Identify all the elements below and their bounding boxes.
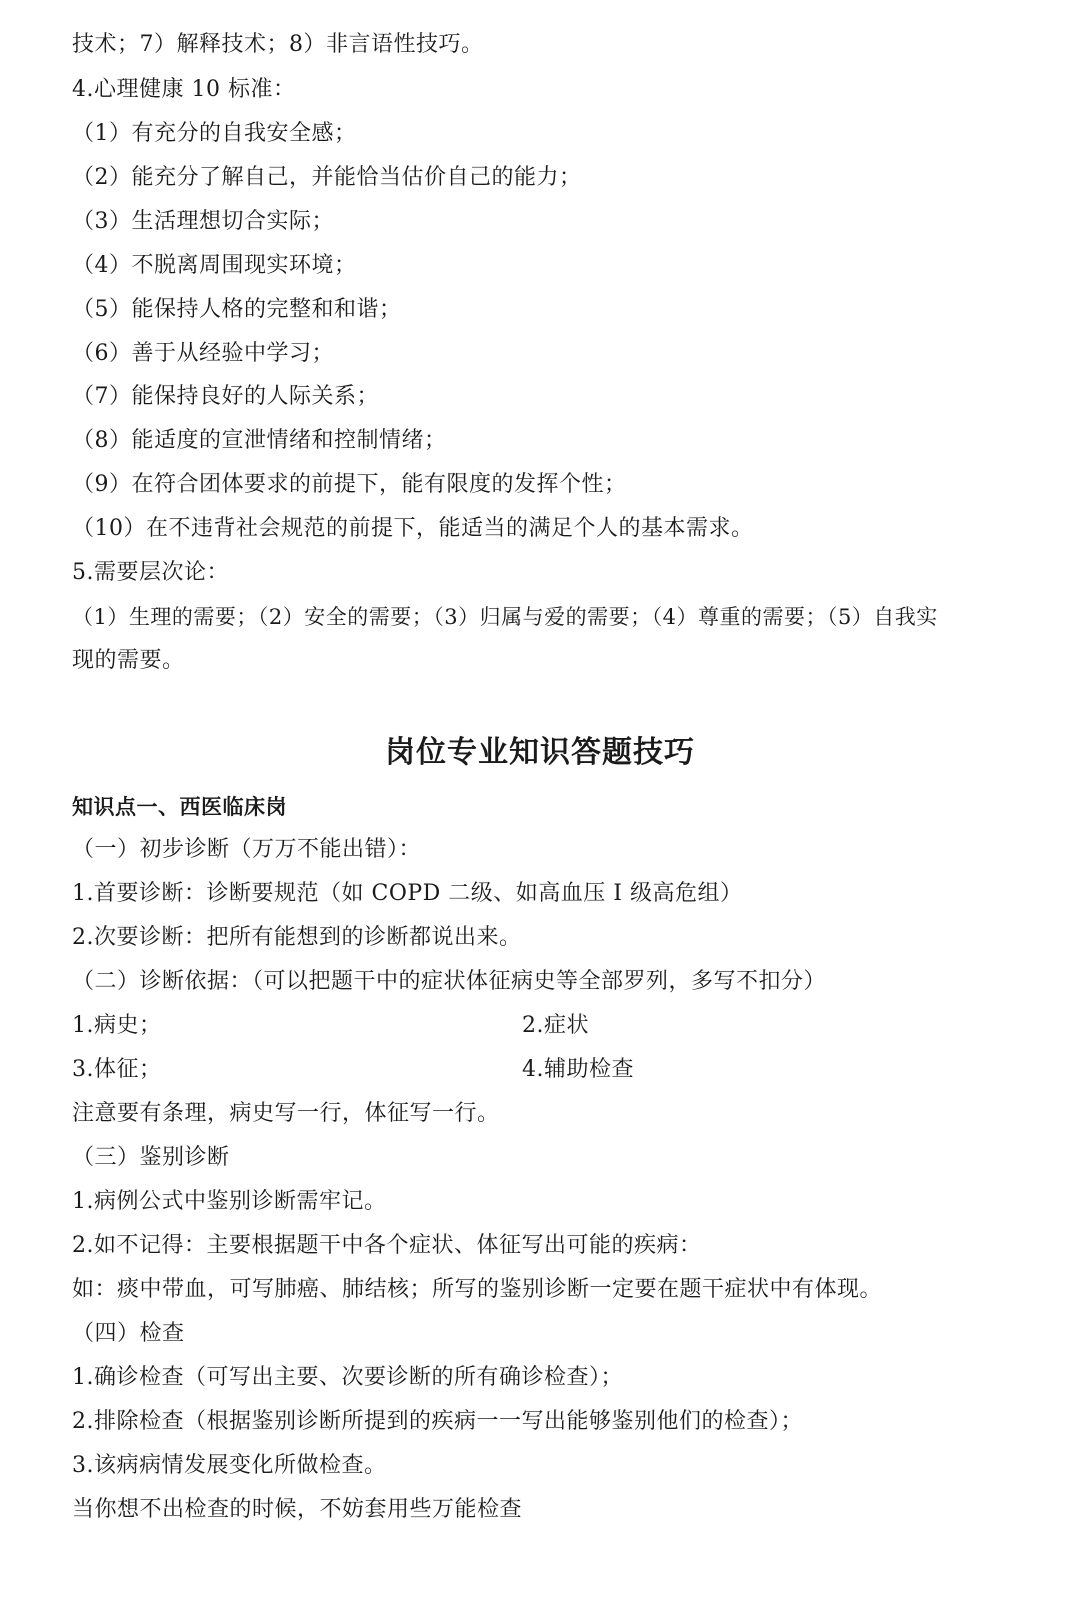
list-item: 1.确诊检查（可写出主要、次要诊断的所有确诊检查）； — [72, 1365, 623, 1390]
part-heading: （四）检查 — [72, 1321, 185, 1346]
needs-heading: 5.需要层次论： — [72, 560, 229, 585]
mental-health-item: （1）有充分的自我安全感； — [72, 121, 357, 146]
mental-health-item: （4）不脱离周围现实环境； — [72, 253, 357, 278]
note-text: 注意要有条理，病史写一行，体征写一行。 — [72, 1101, 500, 1126]
mental-health-item: （3）生活理想切合实际； — [72, 209, 334, 234]
intro-line: 技术；7）解释技术；8）非言语性技巧。 — [72, 32, 484, 57]
mental-health-heading: 4.心理健康 10 标准： — [72, 77, 296, 102]
mental-health-item: （10）在不违背社会规范的前提下，能适当的满足个人的基本需求。 — [72, 516, 754, 541]
mental-health-item: （2）能充分了解自己，并能恰当估价自己的能力； — [72, 165, 582, 190]
criteria-item: 3.体征； — [72, 1057, 162, 1082]
criteria-item: 2.症状 — [522, 1013, 589, 1038]
part-heading: （二）诊断依据：（可以把题干中的症状体征病史等全部罗列，多写不扣分） — [72, 969, 827, 994]
needs-line-continued: 现的需要。 — [72, 648, 185, 673]
mental-health-item: （6）善于从经验中学习； — [72, 341, 334, 366]
list-item: 1.病例公式中鉴别诊断需牢记。 — [72, 1189, 387, 1214]
list-item: 1.首要诊断：诊断要规范（如 COPD 二级、如高血压 I 级高危组） — [72, 881, 743, 906]
list-item: 2.排除检查（根据鉴别诊断所提到的疾病一一写出能够鉴别他们的检查）； — [72, 1409, 803, 1434]
page-title: 岗位专业知识答题技巧 — [385, 735, 695, 770]
criteria-item: 4.辅助检查 — [522, 1057, 634, 1082]
mental-health-item: （8）能适度的宣泄情绪和控制情绪； — [72, 428, 447, 453]
mental-health-item: （7）能保持良好的人际关系； — [72, 384, 379, 409]
part-heading: （一）初步诊断（万万不能出错）： — [72, 837, 422, 862]
section-heading: 知识点一、西医临床岗 — [72, 795, 287, 819]
needs-line: （1）生理的需要；（2）安全的需要；（3）归属与爱的需要；（4）尊重的需要；（5）自我实 — [72, 605, 938, 629]
list-item: 2.次要诊断：把所有能想到的诊断都说出来。 — [72, 925, 522, 950]
list-item: 2.如不记得：主要根据题干中各个症状、体征写出可能的疾病： — [72, 1233, 702, 1258]
example-text: 如：痰中带血，可写肺癌、肺结核；所写的鉴别诊断一定要在题干症状中有体现。 — [72, 1277, 883, 1302]
part-heading: （三）鉴别诊断 — [72, 1145, 230, 1170]
list-item: 3.该病病情发展变化所做检查。 — [72, 1453, 387, 1478]
tip-text: 当你想不出检查的时候，不妨套用些万能检查 — [72, 1497, 523, 1522]
mental-health-item: （9）在符合团体要求的前提下，能有限度的发挥个性； — [72, 472, 627, 497]
mental-health-item: （5）能保持人格的完整和和谐； — [72, 297, 402, 322]
criteria-item: 1.病史； — [72, 1013, 162, 1038]
